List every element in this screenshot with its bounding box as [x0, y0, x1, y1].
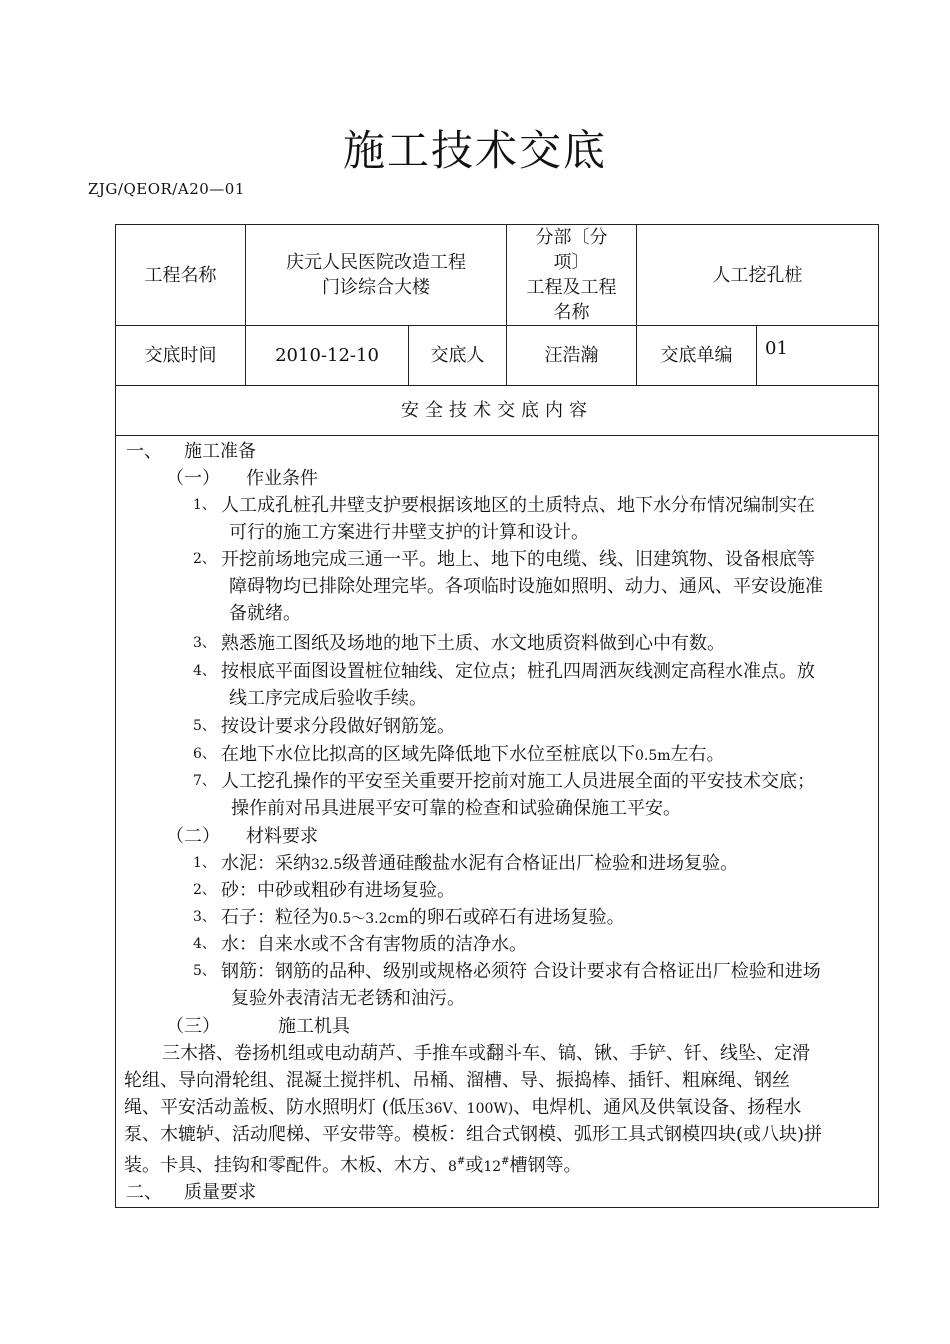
material-1-number: 1、: [193, 855, 216, 871]
handover-table: [115, 224, 879, 1208]
item-2-line-1: 开挖前场地完成三通一平。地上、地下的电缆、线、旧建筑物、设备根底等: [221, 549, 815, 570]
date-label: 交底时间: [116, 326, 246, 386]
sub-3-number: （三）: [166, 1016, 220, 1037]
sub-2-number: （二）: [166, 826, 220, 847]
tools-line-3: 绳、平安活动盖板、防水照明灯 (低压36V、100W)、电焊机、通风及供氧设备、扬程水: [124, 1097, 802, 1118]
sub-2-title: 材料要求: [246, 826, 318, 847]
item-6-number: 6、: [193, 746, 216, 762]
item-1-line-1: 人工成孔桩孔井壁支护要根据该地区的土质特点、地下水分布情况编制实在: [221, 495, 815, 516]
serial-value: 01: [757, 326, 879, 386]
subproject-value: 人工挖孔桩: [637, 225, 879, 326]
item-4-line-1: 按根底平面图设置桩位轴线、定位点；桩孔四周洒灰线测定高程水准点。放: [221, 661, 815, 682]
item-3-line-1: 熟悉施工图纸及场地的地下土质、水文地质资料做到心中有数。: [221, 633, 725, 654]
project-row: [116, 225, 879, 326]
date-value: 2010-12-10: [246, 326, 409, 386]
sub-1-title: 作业条件: [246, 468, 318, 489]
section-2-title: 质量要求: [184, 1182, 256, 1203]
material-3-number: 3、: [193, 909, 216, 925]
tools-line-5: 装。卡具、挂钩和零配件。木板、木方、8#或12#槽钢等。: [124, 1155, 582, 1176]
item-6-line-1: 在地下水位比拟高的区域先降低地下水位至桩底以下0.5m左右。: [221, 744, 725, 765]
item-4-line-2: 线工序完成后验收手续。: [229, 688, 427, 709]
tools-line-1: 三木搭、卷扬机组或电动葫芦、手推车或翻斗车、镐、锹、手铲、钎、线坠、定滑: [162, 1043, 810, 1064]
material-4-number: 4、: [193, 936, 216, 952]
section-1-title: 施工准备: [184, 441, 256, 462]
content-title: 安全技术交底内容: [116, 386, 879, 436]
content-row: [116, 436, 879, 1208]
tools-line-2: 轮组、导向滑轮组、混凝土搅拌机、吊桶、溜槽、导、振捣棒、插钎、粗麻绳、钢丝: [124, 1070, 790, 1091]
document-code: ZJG/QEOR/A20—01: [88, 180, 245, 198]
item-3-number: 3、: [193, 635, 216, 651]
sub-1-number: （一）: [166, 468, 220, 489]
item-2-line-3: 备就绪。: [229, 603, 301, 624]
material-4-line: 水：自来水或不含有害物质的洁净水。: [221, 934, 527, 955]
content-title-row: [116, 386, 879, 436]
project-name-label: 工程名称: [116, 225, 246, 326]
material-5-number: 5、: [193, 963, 216, 979]
item-7-number: 7、: [193, 773, 216, 789]
material-1-line: 水泥：采纳32.5级普通硅酸盐水泥有合格证出厂检验和进场复验。: [221, 853, 739, 874]
item-2-number: 2、: [193, 551, 216, 567]
tools-line-4: 泵、木辘轳、活动爬梯、平安带等。模板：组合式钢模、弧形工具式钢模四块(或八块)拼: [124, 1124, 823, 1145]
material-2-line: 砂：中砂或粗砂有进场复验。: [221, 880, 455, 901]
document-title: 施工技术交底: [342, 126, 607, 175]
item-7-line-1: 人工挖孔操作的平安至关重要开挖前对施工人员进展全面的平安技术交底；: [221, 771, 815, 792]
date-row: [116, 326, 879, 386]
item-5-number: 5、: [193, 718, 216, 734]
presenter-value: 汪浩瀚: [507, 326, 637, 386]
presenter-label: 交底人: [409, 326, 507, 386]
project-name-value: 庆元人民医院改造工程 门诊综合大楼: [246, 225, 507, 326]
content-body: [116, 436, 878, 1207]
item-4-number: 4、: [193, 663, 216, 679]
item-5-line-1: 按设计要求分段做好钢筋笼。: [221, 716, 455, 737]
subproject-label: 分部〔分 项〕 工程及工程 名称: [507, 225, 637, 326]
material-3-line: 石子：粒径为0.5～3.2cm的卵石或碎石有进场复验。: [221, 907, 625, 928]
material-5-line-2: 复验外表清洁无老锈和油污。: [231, 988, 465, 1009]
section-2-number: 二、: [126, 1182, 162, 1203]
material-2-number: 2、: [193, 882, 216, 898]
serial-label: 交底单编: [637, 326, 757, 386]
section-1-number: 一、: [126, 441, 162, 462]
item-2-line-2: 障碍物均已排除处理完毕。各项临时设施如照明、动力、通风、平安设施准: [229, 576, 823, 597]
item-1-number: 1、: [193, 497, 216, 513]
item-1-line-2: 可行的施工方案进行井壁支护的计算和设计。: [229, 522, 589, 543]
item-7-line-2: 操作前对吊具进展平安可靠的检查和试验确保施工平安。: [231, 798, 681, 819]
sub-3-title: 施工机具: [278, 1016, 350, 1037]
material-5-line-1: 钢筋：钢筋的品种、级别或规格必须符 合设计要求有合格证出厂检验和进场: [221, 961, 821, 982]
content-cell: [116, 436, 879, 1208]
